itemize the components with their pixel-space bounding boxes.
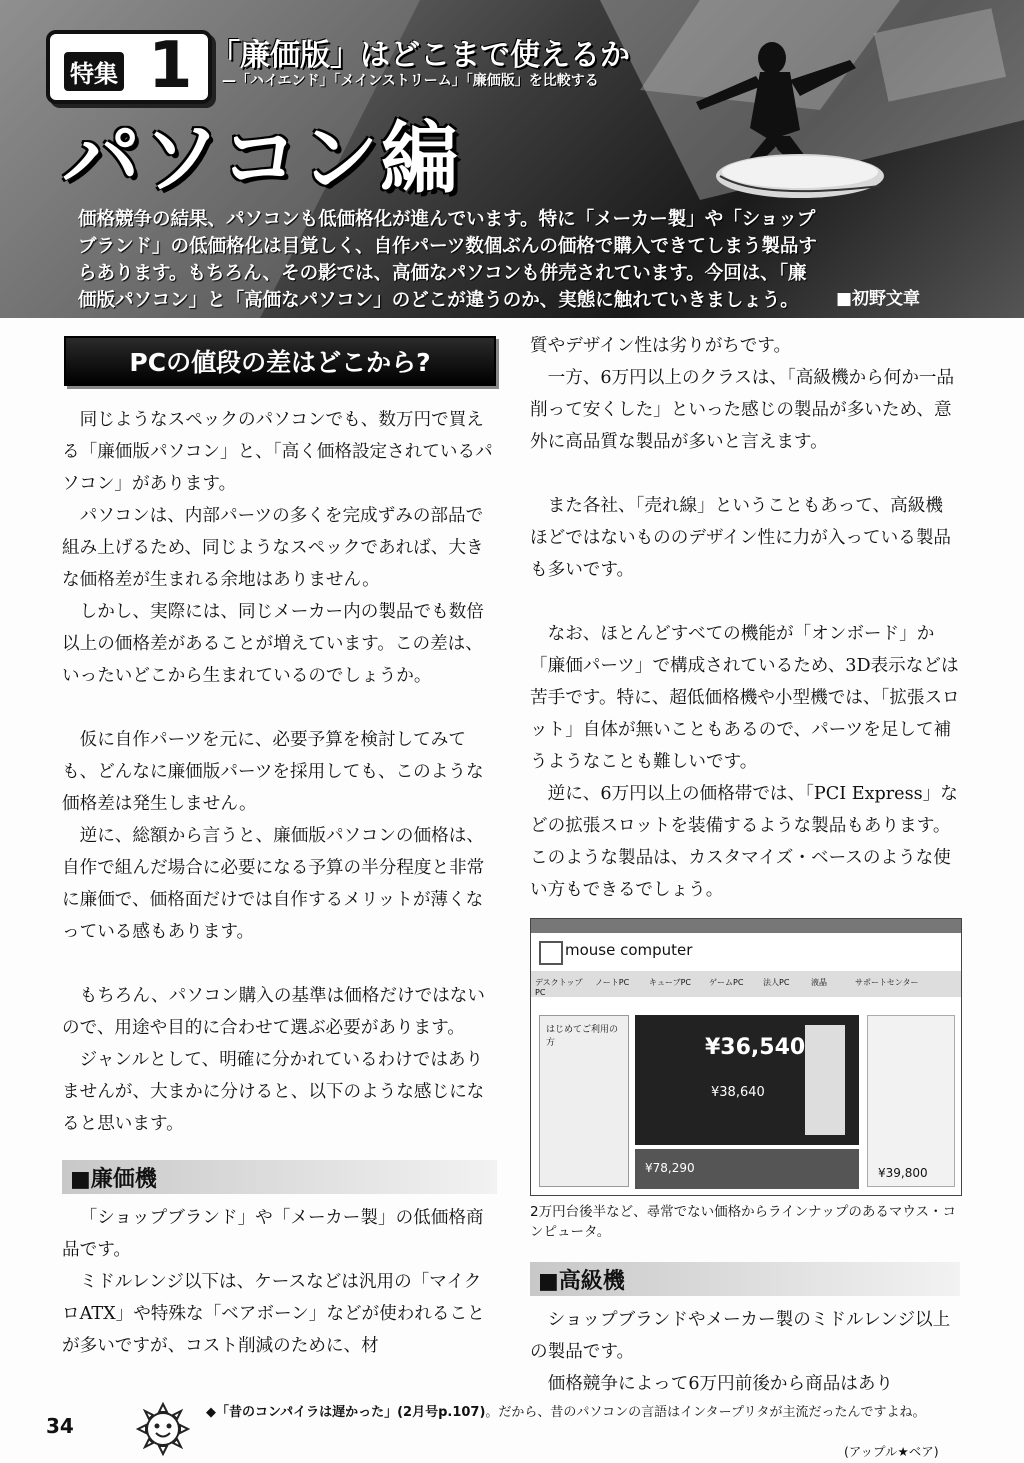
paragraph: 質やデザイン性は劣りがちです。 [530,336,792,356]
badge-number: 1 [148,29,193,103]
left-column [62,330,497,1362]
screenshot-price-a: ¥78,290 [645,1161,695,1175]
pc-tower-image [805,1025,845,1135]
screenshot-nav [531,971,962,997]
section-heading [64,336,496,386]
author-credit: ■初野文章 [836,289,921,309]
paragraph: 価格競争によって6万円前後から商品はあり [547,1374,894,1394]
screenshot-hero [635,1015,859,1145]
screenshot-sidebar [539,1015,629,1187]
feature-badge [46,30,212,104]
paragraph: しかし、実際には、同じメーカー内の製品でも数倍以上の価格差があることが増えています。この差は、いったいどこから生まれているのでしょうか。 [62,602,484,686]
screenshot-nav-item: ノートPC [595,978,630,987]
footnote-signature: (アップル★ベア) [844,1444,939,1459]
paragraph: 一方、6万円以上のクラスは、「高級機から何か一品削って安くした」といった感じの製品が多いため、意外に高品質な製品が多いと言えます。 [530,368,955,452]
screenshot-topbar [531,919,961,933]
paragraph: もちろん、パソコン購入の基準は価格だけではないので、用途や目的に合わせて選ぶ必要があります。 [62,986,485,1038]
subsection-heading-budget [62,1160,497,1194]
screenshot-nav-item: 法人PC [763,978,790,987]
paragraph: ジャンルとして、明確に分かれているわけではありませんが、大まかに分けると、以下のような感じになると思います。 [62,1050,485,1134]
badge-label: 特集 [64,52,124,91]
feature-title: パソコン編 [62,114,461,204]
paragraph: また各社、「売れ線」ということもあって、高級機ほどではないもののデザイン性に力が入っている製品も多いです。 [530,496,952,580]
screenshot-products [635,1149,859,1189]
paragraph: パソコンは、内部パーツの多くを完成ずみの部品で組み上げるため、同じようなスペックであれば、大きな価格差が生まれる余地はありません。 [62,506,484,590]
screenshot-nav-item: ゲームPC [709,978,744,987]
footnote-text: 。だから、昔のパソコンの言語はインタープリタが主流だったんですよね。 [485,1405,926,1420]
paragraph: 「ショップブランド」や「メーカー製」の低価格商品です。 [62,1208,484,1260]
feature-intro: 価格競争の結果、パソコンも低価格化が進んでいます。特に「メーカー製」や「ショップブランド」の低価格化は目覚しく、自作パーツ数個ぶんの価格で購入できてしまう製品すらあります。もちろん、その影では、高価なパソコンも併売されています。今回は、「廉価版パソコン」と「高価なパソコン」のどこが違うのか、実態に触れていきましょう。 [78,209,817,311]
screenshot-nav-item: 液晶 [811,978,827,987]
subsection-heading-text: ■高級機 [538,1268,625,1294]
screenshot-nav-item: デスクトップPC [535,978,583,997]
paragraph: ミドルレンジ以下は、ケースなどは汎用の「マイクロATX」や特殊な「ベアボーン」などが使われることが多いですが、コスト削減のために、材 [62,1272,485,1356]
mouse-logo-icon [539,941,563,965]
website-screenshot [530,918,962,1196]
figure-caption: 2万円台後半など、尋常でない価格からラインナップのあるマウス・コンピュータ。 [530,1204,957,1240]
section-heading-text: PCの値段の差はどこから? [129,348,431,377]
feature-subhead: —「ハイエンド」「メインストリーム」「廉価版」を比較する [222,73,599,89]
screenshot-nav-item: キューブPC [649,978,692,987]
screenshot-right-ads [867,1015,955,1187]
feature-banner [0,0,1024,318]
paragraph: 逆に、総額から言うと、廉価版パソコンの価格は、自作で組んだ場合に必要になる予算の半分程度と非常に廉価で、価格面だけでは自作するメリットが薄くなっている感もあります。 [62,826,485,942]
right-column [530,330,960,1400]
subsection-heading-highend [530,1262,960,1296]
paragraph: なお、ほとんどすべての機能が「オンボード」か「廉価パーツ」で構成されているため、3D表示などは苦手です。特に、超低価格機や小型機では、「拡張スロット」自体が無いこともあるので、パーツを足して補うようなことも難しいです。 [530,624,960,772]
footnote [206,1404,966,1421]
screenshot-price-main: ¥36,540 [705,1035,806,1060]
paragraph: 仮に自作パーツを元に、必要予算を検討してみても、どんなに廉価版パーツを採用しても、このような価格差は発生しません。 [62,730,484,814]
feature-headline: 「廉価版」はどこまで使えるか [210,38,630,73]
screenshot-price-sub: ¥38,640 [711,1085,765,1100]
footnote-reference: ◆「昔のコンパイラは遅かった」(2月号p.107) [206,1405,486,1420]
paragraph: 同じようなスペックのパソコンでも、数万円で買える「廉価版パソコン」と、「高く価格設定されているパソコン」があります。 [62,410,493,494]
screenshot-sidebar-label: はじめてご利用の方 [546,1025,619,1048]
sun-mascot-icon [134,1400,192,1458]
screenshot-nav-item: サポートセンター [855,978,919,987]
screenshot-price-b: ¥39,800 [878,1166,928,1180]
paragraph: 逆に、6万円以上の価格帯では、「PCI Express」などの拡張スロットを装備するような製品もあります。このような製品は、カスタマイズ・ベースのような使い方もできるでしょう。 [530,784,958,900]
screenshot-logo: mouse computer [565,941,693,959]
subsection-heading-text: ■廉価機 [70,1166,157,1192]
page-number: 34 [46,1414,74,1438]
paragraph: ショップブランドやメーカー製のミドルレンジ以上の製品です。 [530,1310,951,1362]
